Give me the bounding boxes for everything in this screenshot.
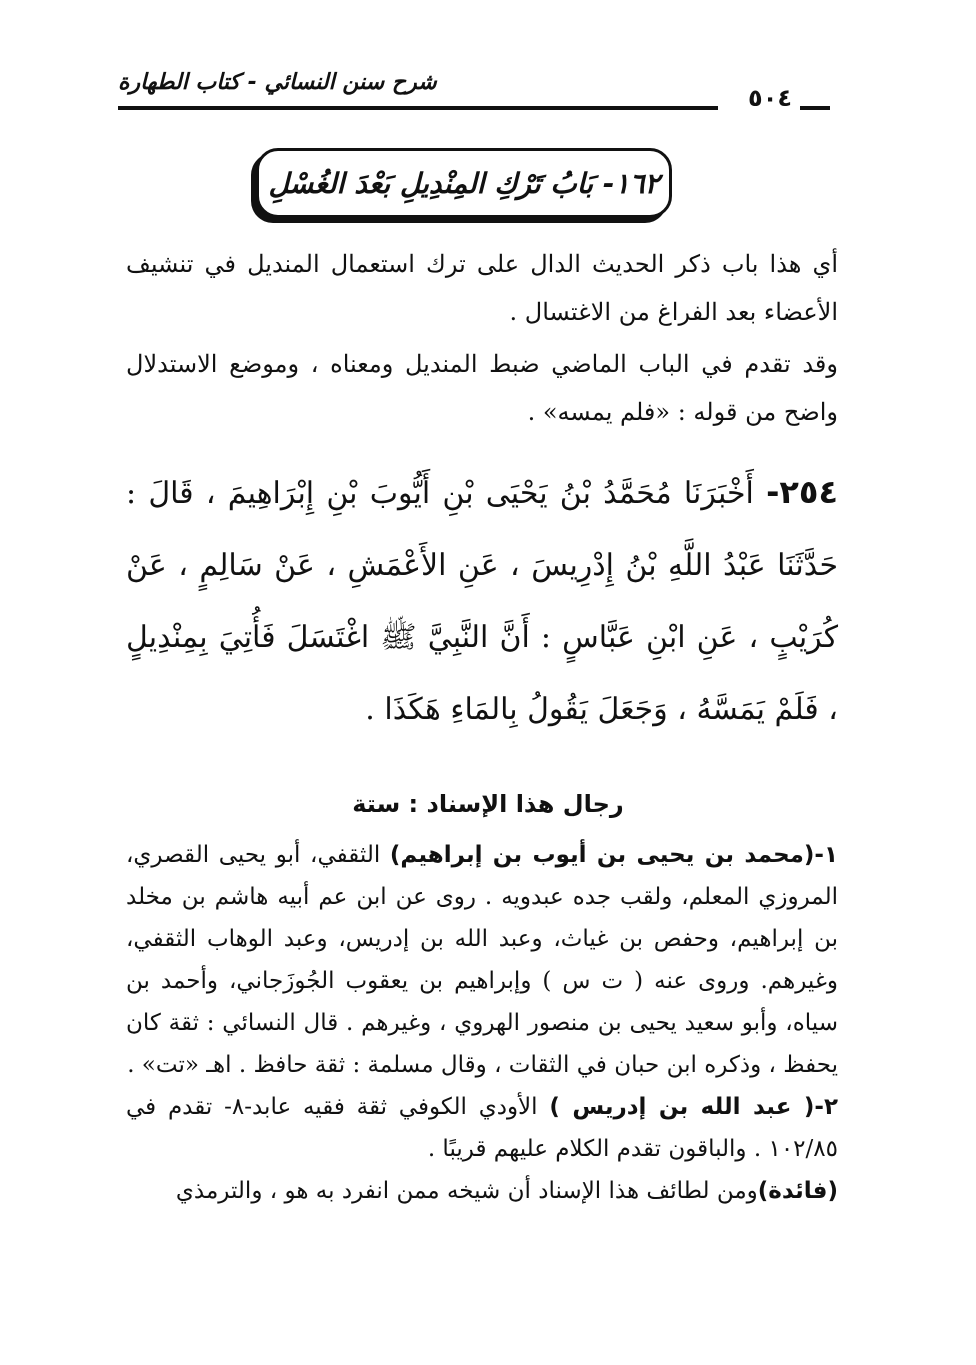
benefit-text: ومن لطائف هذا الإسناد أن شيخه ممن انفرد به هو ، والترمذي	[175, 1178, 758, 1204]
chapter-title-box	[256, 148, 672, 218]
narrators-section	[126, 834, 838, 1212]
chapter-title: ١٦٢- بَابُ تَرْكِ المِنْدِيلِ بَعْدَ الغُسْلِ	[268, 166, 660, 200]
running-title: شرح سنن النسائي - كتاب الطهارة	[118, 70, 437, 95]
narrators-heading: رجال هذا الإسناد : ستة	[352, 790, 624, 818]
narrator-1-name: ١-(محمد بن يحيى بن أيوب بن إبراهيم)	[389, 842, 838, 868]
narrator-2	[126, 1086, 838, 1170]
header-rule	[118, 106, 718, 110]
page-number-dash	[800, 106, 830, 110]
running-header	[118, 70, 830, 120]
narrator-2-name: ٢-( عبد الله بن إدريس )	[549, 1094, 838, 1120]
narrator-2-text: الأودي الكوفي ثقة فقيه عابد-٨- تقدم في ١٠٢/٨٥ . والباقون تقدم الكلام عليهم قريبًا .	[126, 1094, 838, 1162]
benefit-note	[126, 1170, 838, 1212]
intro-paragraph-2: وقد تقدم في الباب الماضي ضبط المنديل ومعناه ، وموضع الاستدلال واضح من قوله : «فلم يمسه» .	[126, 350, 838, 426]
benefit-label: (فائدة)	[757, 1178, 838, 1204]
page-number: ٥٠٤	[748, 84, 792, 112]
narrator-1	[126, 834, 838, 1086]
hadith-block	[126, 456, 838, 746]
narrator-1-text: الثقفي، أبو يحيى القصري، المروزي المعلم، ولقب جده عبدويه . روى عن ابن عم أبيه هاشم بن مخلد بن إبراهيم، وحفص بن غياث، وعبد الله بن إدريس، وعبد الوهاب الثقفي، وغيرهم. وروى عنه ( ت س ) وإبراهيم بن يعقوب الجُوزَجاني، وأحمد بن سياه، وأبو سعيد يحيى بن منصور الهروي ، وغيرهم . قال النسائي : ثقة كان يحفظ ، وذكره ابن حبان في الثقات ، وقال مسلمة : ثقة حافظ . اهـ «تت» .	[126, 842, 838, 1078]
intro-paragraph-1: أي هذا باب ذكر الحديث الدال على ترك استعمال المنديل في تنشيف الأعضاء بعد الفراغ من الاغتسال .	[126, 250, 838, 326]
hadith-number: ٢٥٤-	[766, 473, 838, 511]
hadith-text: أَخْبَرَنَا مُحَمَّدُ بْنُ يَحْيَى بْنِ أَيُّوبَ بْنِ إِبْرَاهِيمَ ، قَالَ : حَدَّثَنَا عَبْدُ اللَّهِ بْنُ إِدْرِيسَ ، عَنِ الأَعْمَشِ ، عَنْ سَالِمٍ ، عَنْ كُرَيْبٍ ، عَنِ ابْنِ عَبَّاسٍ : أَنَّ النَّبِيَّ ﷺ اغْتَسَلَ فَأُتِيَ بِمِنْدِيلٍ ، فَلَمْ يَمَسَّهُ ، وَجَعَلَ يَقُولُ بِالمَاءِ هَكَذَا .	[126, 476, 838, 727]
